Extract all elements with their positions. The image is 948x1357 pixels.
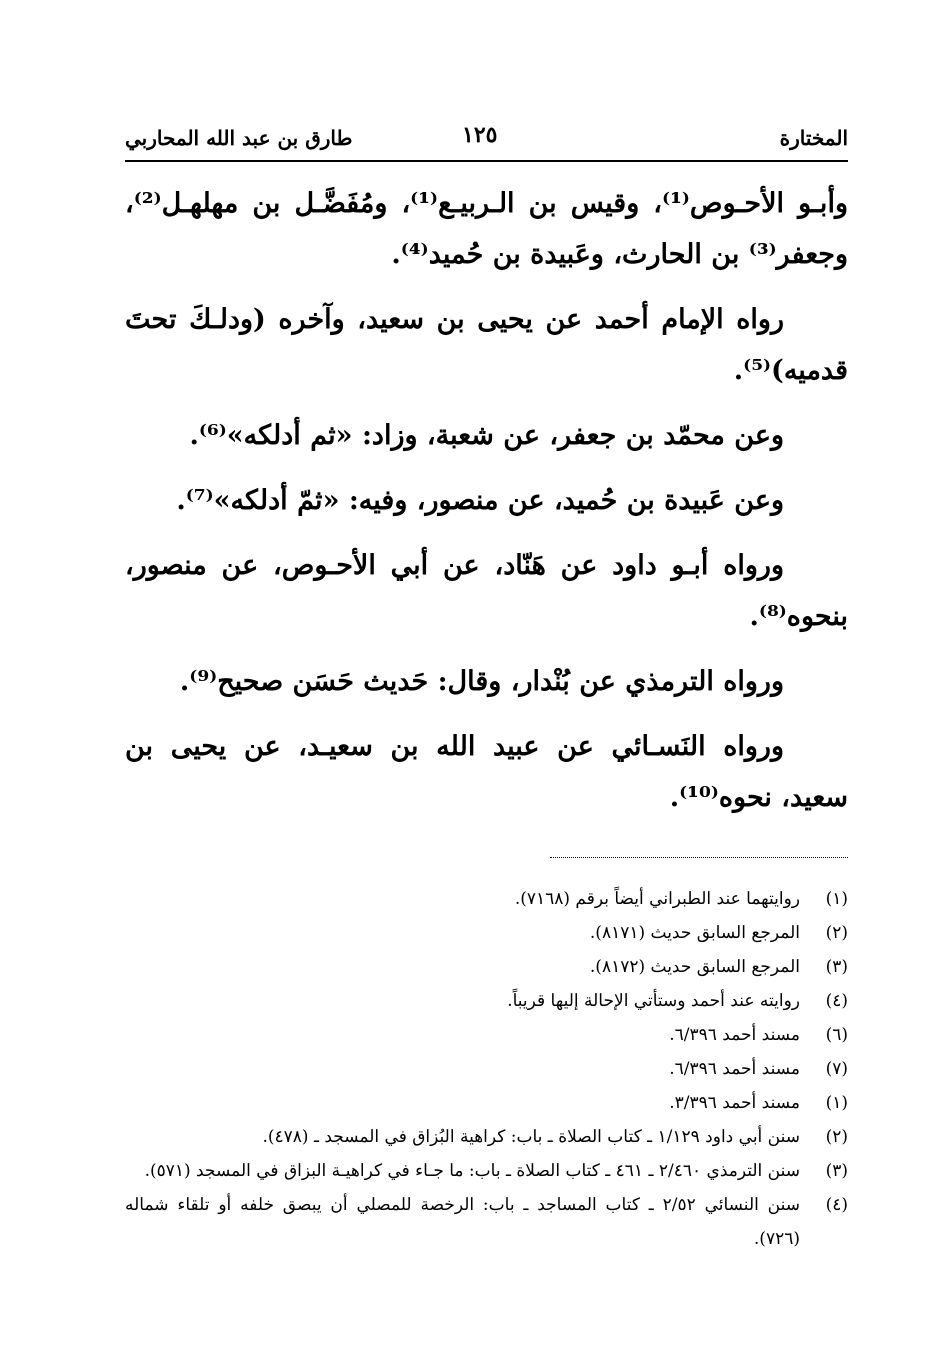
footnote-text: روايتهما عند الطبراني أيضاً برقم (٧١٦٨). xyxy=(514,889,800,909)
paragraph: وأبـو الأحـوص⁽¹⁾، وقيس بن الـربيـع⁽¹⁾، ومُفَضَّـل بن مهلهـل⁽²⁾، وجعفر⁽³⁾ بن الحارث، وعَبيدة بن حُميد⁽⁴⁾. xyxy=(125,188,848,270)
footnote-text: سنن أبي داود ١/١٢٩ ـ كتاب الصلاة ـ باب: كراهية البُزاق في المسجد ـ (٤٧٨). xyxy=(262,1127,800,1147)
footnotes xyxy=(125,882,848,1256)
footnote xyxy=(125,916,848,950)
footnote-number: (٤) xyxy=(825,1195,848,1215)
footnote-text: سنن الترمذي ٢/٤٦٠ ـ ٤٦١ ـ كتاب الصلاة ـ باب: ما جـاء في كراهيـة البزاق في المسجد (٥٧١). xyxy=(144,1161,800,1181)
footnote xyxy=(125,1154,848,1188)
footnote-number: (٤) xyxy=(825,991,848,1011)
footnote-text: مسند أحمد ٣/٣٩٦. xyxy=(669,1093,800,1113)
footnote xyxy=(125,950,848,984)
footnote-separator xyxy=(550,857,848,858)
footnote-number: (٣) xyxy=(825,1161,848,1181)
paragraph: ورواه الترمذي عن بُنْدار، وقال: حَديث حَسَن صحيح⁽⁹⁾. xyxy=(179,666,784,697)
footnote xyxy=(125,1188,848,1256)
footnote-number: (٢) xyxy=(825,923,848,943)
footnote-text: روايته عند أحمد وستأتي الإحالة إليها قريباً. xyxy=(507,991,800,1011)
footnote-text: سنن النسائي ٢/٥٢ ـ كتاب المساجد ـ باب: الرخصة للمصلي أن يبصق خلفه أو تلقاء شماله (٧٢٦). xyxy=(125,1195,800,1249)
paragraph: وعن محمّد بن جعفر، عن شعبة، وزاد: «ثم أدلكه»⁽⁶⁾. xyxy=(189,420,784,451)
footnote-number: (٢) xyxy=(825,1127,848,1147)
paragraph: وعن عَبيدة بن حُميد، عن منصور، وفيه: «ثمّ أدلكه»⁽⁷⁾. xyxy=(176,485,784,516)
footnote xyxy=(125,882,848,916)
page-header xyxy=(125,118,848,162)
footnote-text: المرجع السابق حديث (٨١٧١). xyxy=(589,923,800,943)
footnote-number: (٧) xyxy=(825,1059,848,1079)
footnote-text: مسند أحمد ٦/٣٩٦. xyxy=(669,1059,800,1079)
footnote-number: (١) xyxy=(825,889,848,909)
footnote xyxy=(125,1086,848,1120)
footnote xyxy=(125,1120,848,1154)
footnote-number: (٦) xyxy=(825,1025,848,1045)
footnote-number: (١) xyxy=(825,1093,848,1113)
footnote xyxy=(125,984,848,1018)
paragraph: رواه الإمام أحمد عن يحيى بن سعيد، وآخره (ودلـكَ تحتَ قدميه)⁽⁵⁾. xyxy=(125,304,848,386)
footnote-text: المرجع السابق حديث (٨١٧٢). xyxy=(589,957,800,977)
book-title: المختارة xyxy=(779,126,848,150)
main-text xyxy=(125,178,848,837)
paragraph: ورواه النَسـائي عن عبيد الله بن سعيـد، عن يحيى بن سعيد، نحوه⁽¹⁰⁾. xyxy=(125,731,848,813)
footnote xyxy=(125,1052,848,1086)
footnote-text: مسند أحمد ٦/٣٩٦. xyxy=(669,1025,800,1045)
page-number: ١٢٥ xyxy=(462,122,498,148)
footnote-number: (٣) xyxy=(825,957,848,977)
paragraph: ورواه أبـو داود عن هَنّاد، عن أبي الأحـوص، عن منصور، بنحوه⁽⁸⁾. xyxy=(125,550,848,632)
footnote xyxy=(125,1018,848,1052)
chapter-title: طارق بن عبد الله المحاربي xyxy=(125,126,353,150)
